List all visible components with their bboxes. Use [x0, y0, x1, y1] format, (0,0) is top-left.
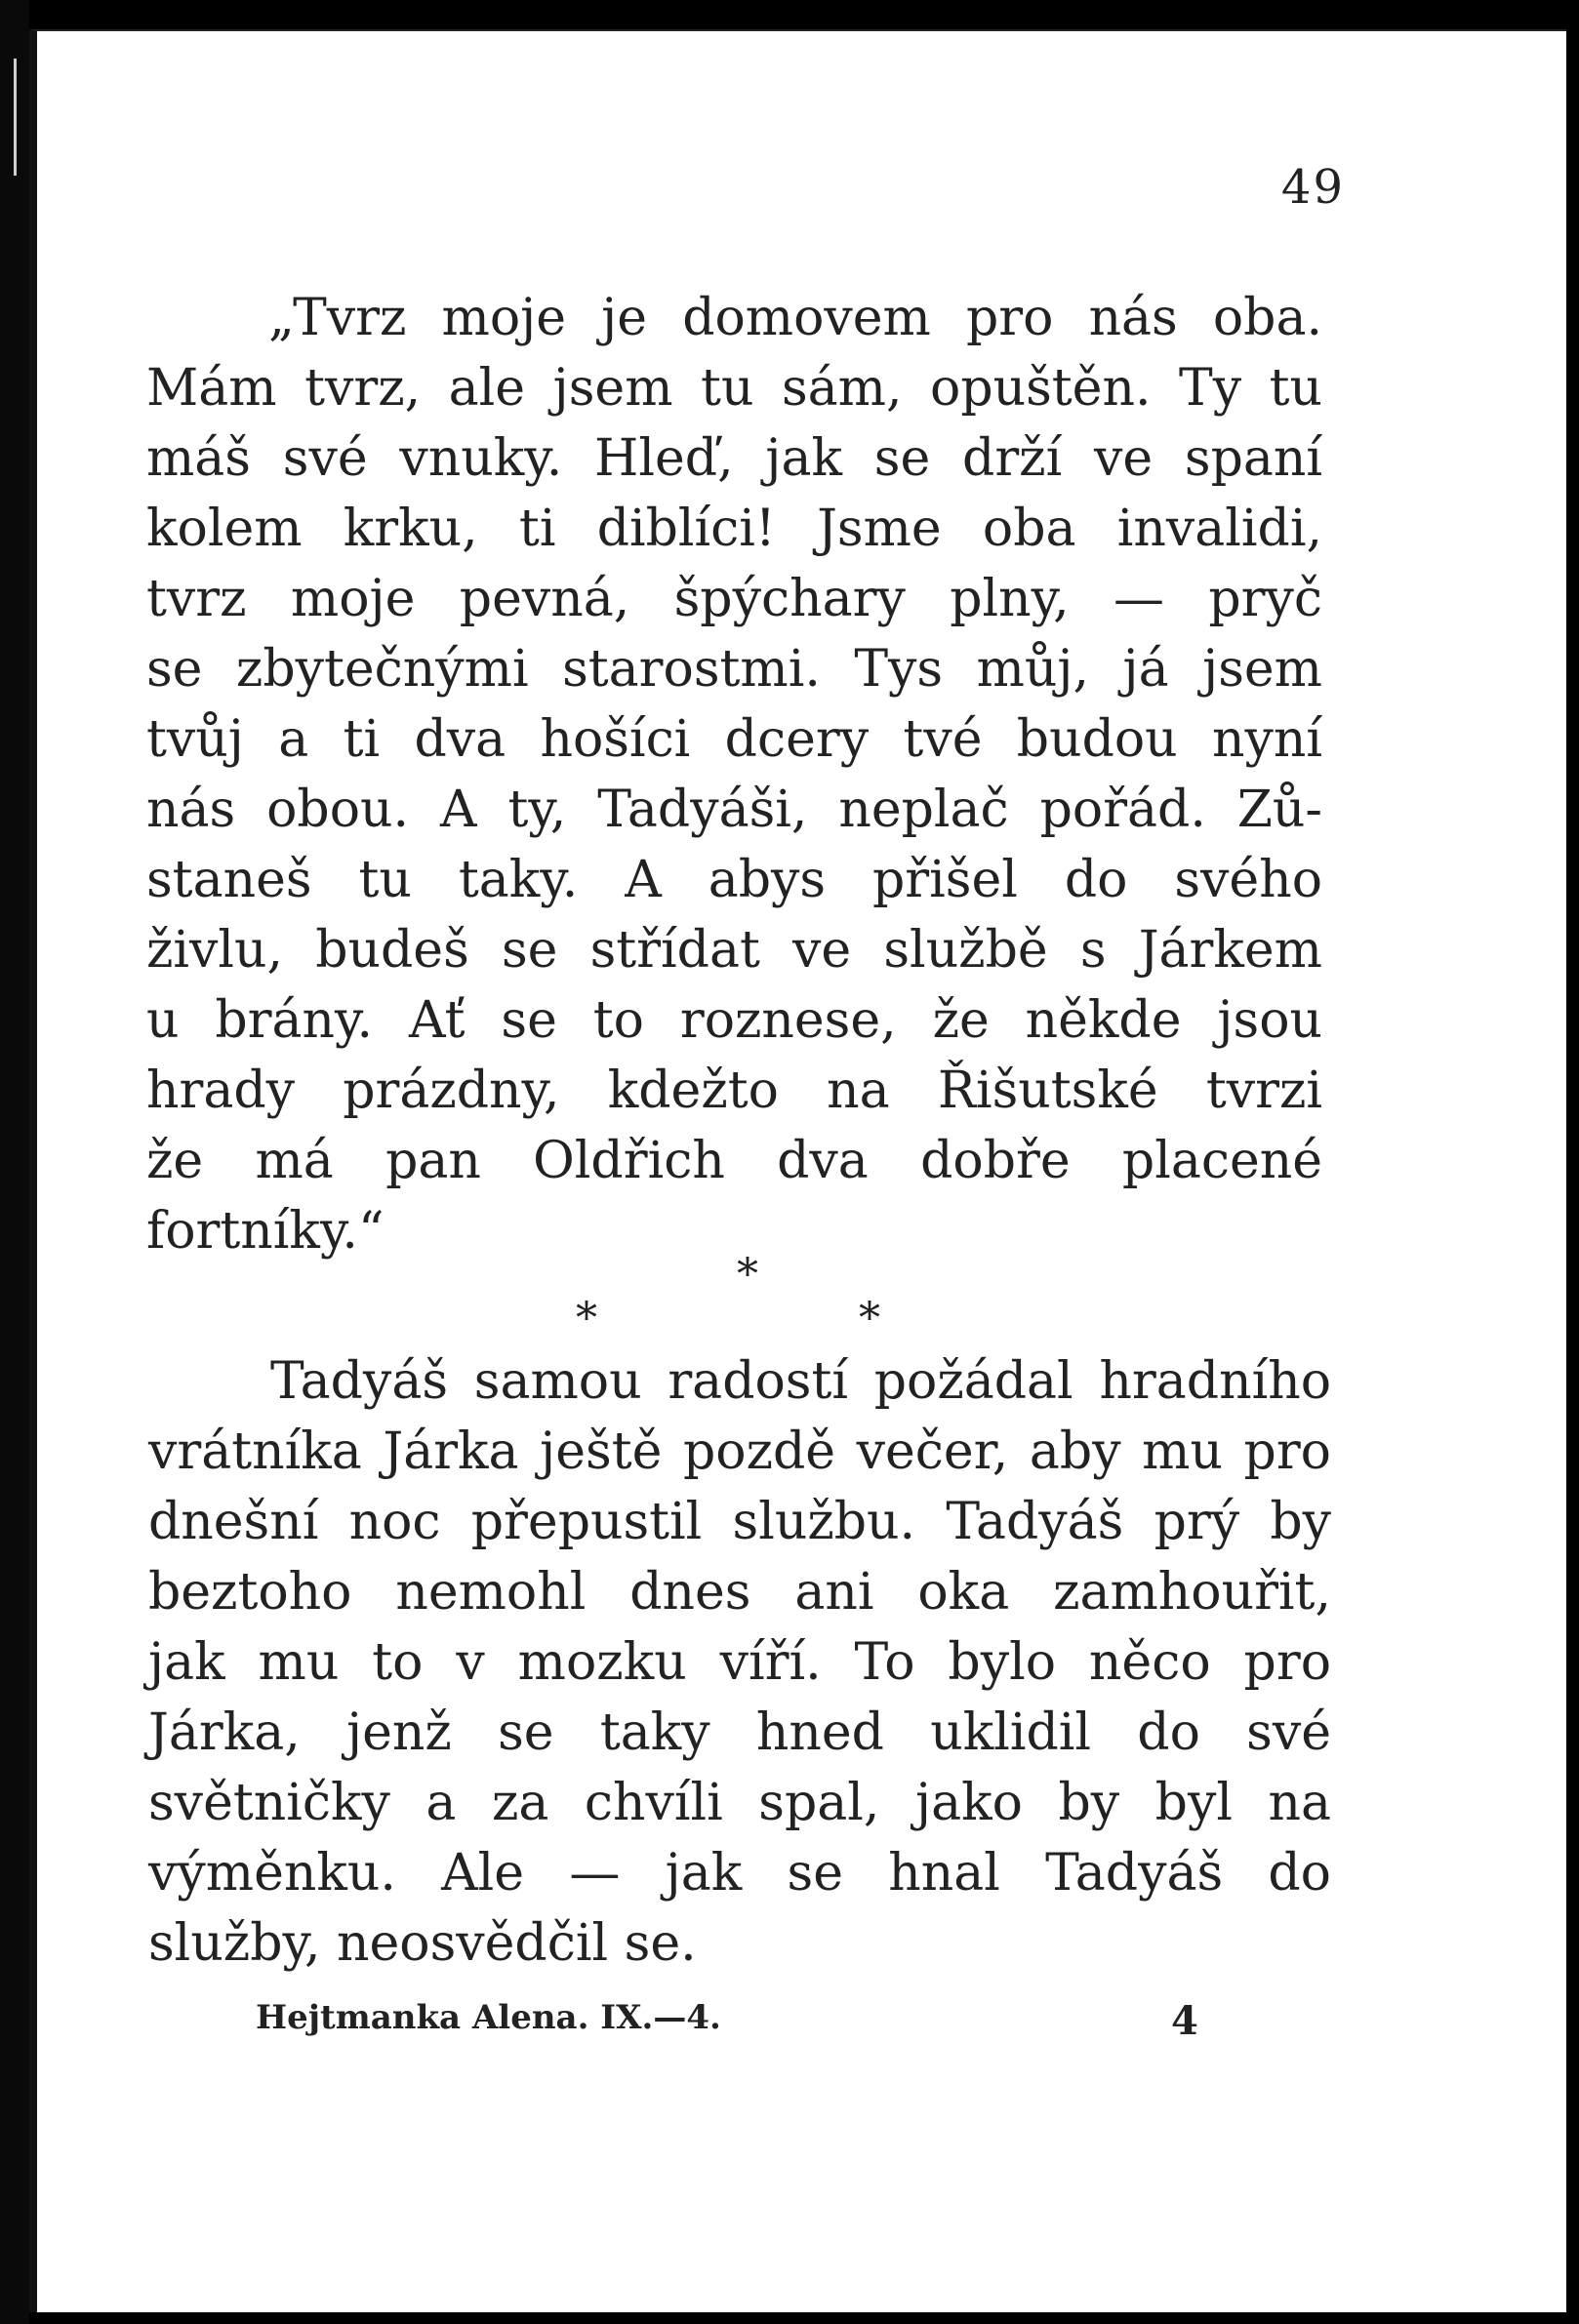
asterisk-glyph: *	[737, 1250, 758, 1300]
text-line: dnešní noc přepustil službu. Tadyáš prý by	[148, 1493, 1331, 1551]
text-line: kolem krku, ti diblíci! Jsme oba invalidi,	[146, 500, 1322, 558]
text-line: tvrz moje pevná, špýchary plny, — pryč	[146, 570, 1322, 628]
text-line: služby, neosvědčil se.	[148, 1914, 697, 1973]
footer-signature: Hejtmanka Alena. IX.—4.	[256, 1998, 721, 2037]
text-line: máš své vnuky. Hleď, jak se drží ve spaní	[146, 429, 1322, 488]
asterisk-glyph: *	[859, 1294, 880, 1343]
asterisk-glyph: *	[576, 1294, 597, 1343]
page-number: 49	[1280, 160, 1345, 215]
text-line: fortníky.“	[146, 1202, 385, 1261]
text-line: „Tvrz moje je domovem pro nás oba.	[268, 289, 1322, 347]
text-line: se zbytečnými starostmi. Tys můj, já jsem	[146, 640, 1322, 699]
paragraph-2	[148, 1346, 1331, 1979]
text-line: tvůj a ti dva hošíci dcery tvé budou nyní	[146, 710, 1322, 769]
scan-edge-mark	[14, 59, 17, 176]
text-line: světničky a za chvíli spal, jako by byl na	[148, 1774, 1331, 1832]
text-line: Tadyáš samou radostí požádal hradního	[270, 1352, 1331, 1411]
scan-left-edge	[0, 0, 29, 2324]
section-separator	[576, 1250, 908, 1351]
text-line: staneš tu taky. A abys přišel do svého	[146, 851, 1322, 909]
text-line: Járka, jenž se taky hned uklidil do své	[148, 1703, 1331, 1762]
text-line: výměnku. Ale — jak se hnal Tadyáš do	[148, 1844, 1331, 1903]
text-line: hrady prázdny, kdežto na Řišutské tvrzi	[146, 1062, 1322, 1120]
text-line: vrátníka Járka ještě pozdě večer, aby mu pro	[148, 1422, 1331, 1481]
text-line: beztoho nemohl dnes ani oka zamhouřit,	[148, 1563, 1331, 1622]
text-line: živlu, budeš se střídat ve službě s Járkem	[146, 921, 1322, 980]
text-line: Mám tvrz, ale jsem tu sám, opuštěn. Ty tu	[146, 359, 1322, 418]
text-line: nás obou. A ty, Tadyáši, neplač pořád. Zů-	[146, 781, 1322, 839]
text-line: u brány. Ať se to roznese, že někde jsou	[146, 991, 1322, 1050]
paragraph-1	[146, 283, 1322, 1266]
text-line: jak mu to v mozku víří. To bylo něco pro	[148, 1633, 1331, 1692]
footer-sheet-number: 4	[1171, 1998, 1198, 2044]
text-line: že má pan Oldřich dva dobře placené	[146, 1132, 1322, 1190]
